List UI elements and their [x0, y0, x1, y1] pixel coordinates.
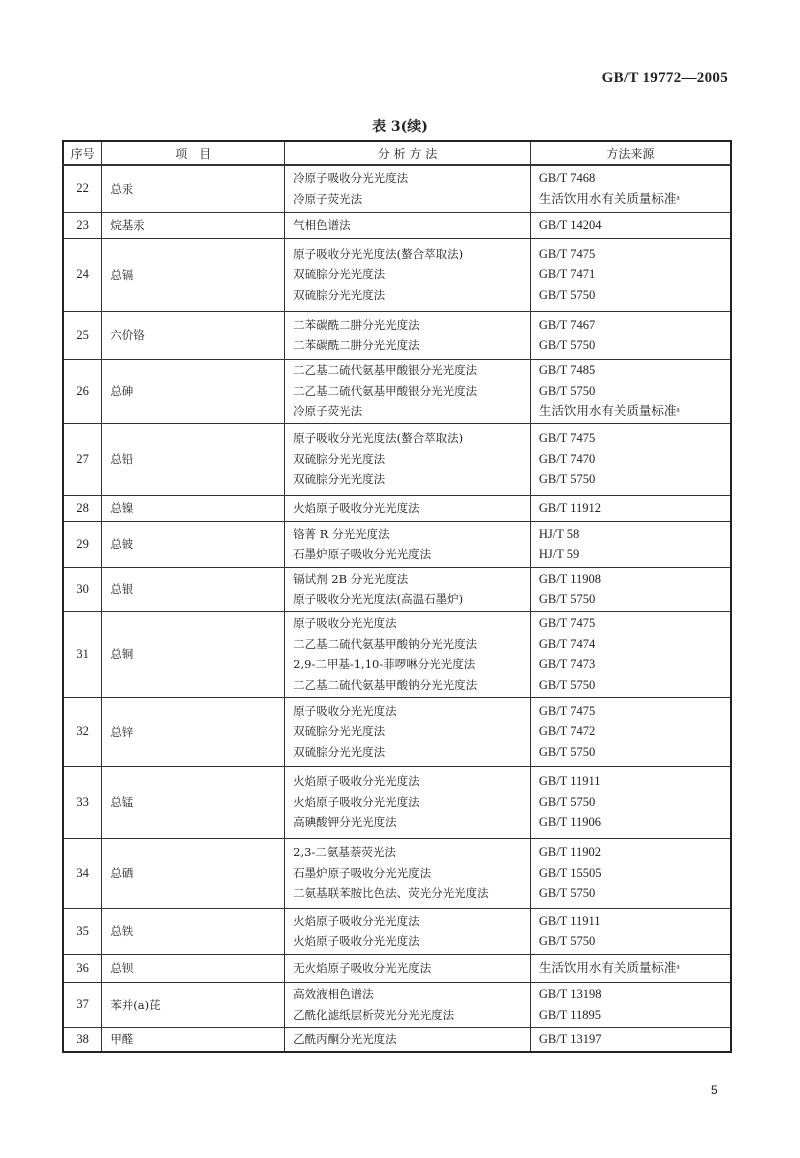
method-line: 二苯碳酰二肼分光光度法 [293, 338, 420, 352]
method-line: 高碘酸钾分光光度法 [293, 815, 397, 830]
method-line: 高效液相色谱法 [293, 987, 374, 1001]
method-line: 石墨炉原子吸收分光光度法 [293, 547, 432, 561]
source-line: 生活饮用水有关质量标准ᵃ [538, 960, 680, 975]
method-line: 气相色谱法 [293, 217, 351, 232]
analysis-methods [285, 908, 531, 954]
method-line: 二氨基联苯胺比色法、荧光分光光度法 [293, 886, 489, 901]
method-line: 火焰原子吸收分光光度法 [293, 500, 420, 515]
method-line: 乙酰化滤纸层析荧光分光光度法 [293, 1007, 455, 1022]
table-row [63, 238, 731, 311]
table-row [63, 908, 731, 954]
item-name: 总银 [102, 567, 285, 611]
source-line: GB/T 5750 [538, 472, 596, 487]
method-sources [530, 212, 731, 238]
source-line: GB/T 11902 [538, 845, 602, 860]
analysis-methods [285, 521, 531, 567]
table-row [63, 212, 731, 238]
source-line: GB/T 7474 [538, 636, 596, 651]
column-header-item: 项 目 [102, 141, 285, 165]
item-name: 总钡 [102, 954, 285, 982]
method-line: 火焰原子吸收分光光度法 [293, 934, 420, 948]
method-line: 2,9-二甲基-1,10-菲啰啉分光光度法 [293, 657, 476, 671]
table-row [63, 521, 731, 567]
source-line: GB/T 11895 [538, 1007, 602, 1022]
method-line: 原子吸收分光光度法(高温石墨炉) [293, 592, 464, 606]
item-name: 六价铬 [102, 311, 285, 359]
source-line: GB/T 11911 [538, 774, 601, 789]
item-name: 总铍 [102, 521, 285, 567]
source-line: 生活饮用水有关质量标准ᵃ [538, 191, 680, 206]
row-number: 36 [63, 954, 102, 982]
row-number: 22 [63, 165, 102, 212]
item-name: 总镍 [102, 495, 285, 521]
row-number: 26 [63, 359, 102, 423]
row-number: 24 [63, 238, 102, 311]
table-row [63, 697, 731, 766]
analysis-methods [285, 359, 531, 423]
method-sources [530, 359, 731, 423]
row-number: 32 [63, 697, 102, 766]
method-line: 二乙基二硫代氨基甲酸银分光光度法 [293, 363, 478, 378]
analysis-methods [285, 238, 531, 311]
source-line: GB/T 7475 [538, 703, 596, 718]
item-name: 甲醛 [102, 1027, 285, 1052]
item-name: 总砷 [102, 359, 285, 423]
method-line: 双硫腙分光光度法 [293, 472, 386, 487]
method-sources [530, 238, 731, 311]
column-header-no: 序号 [63, 141, 102, 165]
source-line: GB/T 7468 [538, 171, 596, 186]
source-line: 生活饮用水有关质量标准ᵃ [538, 404, 680, 419]
row-number: 28 [63, 495, 102, 521]
method-sources [530, 311, 731, 359]
method-sources [530, 766, 731, 838]
analysis-methods [285, 212, 531, 238]
method-line: 冷原子荧光法 [293, 191, 363, 206]
table-row [63, 423, 731, 495]
source-line: GB/T 5750 [538, 338, 596, 352]
method-sources [530, 495, 731, 521]
method-line: 二苯碳酰二肼分光光度法 [293, 317, 420, 332]
table-row [63, 766, 731, 838]
source-line: HJ/T 58 [538, 526, 580, 541]
method-line: 双硫腙分光光度法 [293, 724, 386, 739]
method-sources [530, 982, 731, 1027]
source-line: GB/T 15505 [538, 865, 602, 880]
analysis-methods [285, 838, 531, 908]
item-name: 总铜 [102, 611, 285, 697]
item-name: 总镉 [102, 238, 285, 311]
method-line: 2,3-二氨基萘荧光法 [293, 845, 396, 860]
method-line: 冷原子吸收分光光度法 [293, 171, 409, 186]
item-name: 苯并(a)芘 [102, 982, 285, 1027]
method-line: 双硫腙分光光度法 [293, 451, 386, 466]
source-line: GB/T 7475 [538, 246, 596, 261]
analysis-methods [285, 567, 531, 611]
analysis-methods [285, 1027, 531, 1052]
method-line: 原子吸收分光光度法(螯合萃取法) [293, 246, 464, 261]
analysis-methods [285, 311, 531, 359]
source-line: GB/T 13198 [538, 987, 602, 1001]
source-line: GB/T 5750 [538, 677, 596, 692]
method-line: 乙酰丙酮分光光度法 [293, 1032, 397, 1046]
source-line: GB/T 14204 [538, 217, 602, 232]
row-number: 23 [63, 212, 102, 238]
table-row [63, 838, 731, 908]
analysis-methods [285, 954, 531, 982]
method-line: 原子吸收分光光度法 [293, 616, 397, 630]
table-row [63, 359, 731, 423]
method-line: 火焰原子吸收分光光度法 [293, 913, 420, 928]
method-line: 二乙基二硫代氨基甲酸钠分光光度法 [293, 677, 478, 692]
method-sources [530, 165, 731, 212]
item-name: 总铁 [102, 908, 285, 954]
row-number: 35 [63, 908, 102, 954]
table-row [63, 311, 731, 359]
column-header-source: 方法来源 [530, 141, 731, 165]
row-number: 37 [63, 982, 102, 1027]
source-line: GB/T 5750 [538, 383, 596, 398]
method-line: 双硫腙分光光度法 [293, 267, 386, 282]
analysis-methods [285, 697, 531, 766]
method-line: 镉试剂 2B 分光光度法 [293, 571, 409, 586]
page-number: 5 [711, 1083, 718, 1097]
item-name: 总铅 [102, 423, 285, 495]
method-sources [530, 838, 731, 908]
method-line: 石墨炉原子吸收分光光度法 [293, 865, 432, 880]
item-name: 总汞 [102, 165, 285, 212]
row-number: 30 [63, 567, 102, 611]
source-line: GB/T 5750 [538, 287, 596, 302]
source-line: GB/T 7475 [538, 431, 596, 446]
method-line: 冷原子荧光法 [293, 404, 363, 419]
table-row [63, 611, 731, 697]
source-line: GB/T 7471 [538, 267, 596, 282]
method-sources [530, 697, 731, 766]
source-line: GB/T 11906 [538, 815, 602, 830]
table-row [63, 567, 731, 611]
method-line: 火焰原子吸收分光光度法 [293, 774, 420, 789]
row-number: 27 [63, 423, 102, 495]
method-sources [530, 611, 731, 697]
table-row [63, 495, 731, 521]
method-sources [530, 423, 731, 495]
source-line: GB/T 7475 [538, 616, 596, 630]
method-line: 双硫腙分光光度法 [293, 287, 386, 302]
source-line: GB/T 13197 [538, 1032, 602, 1046]
method-line: 原子吸收分光光度法(螯合萃取法) [293, 431, 464, 446]
table-row [63, 982, 731, 1027]
method-sources [530, 521, 731, 567]
method-line: 原子吸收分光光度法 [293, 703, 397, 718]
analysis-methods [285, 423, 531, 495]
item-name: 总硒 [102, 838, 285, 908]
source-line: HJ/T 59 [538, 547, 580, 561]
method-line: 二乙基二硫代氨基甲酸银分光光度法 [293, 383, 478, 398]
source-line: GB/T 7467 [538, 317, 596, 332]
item-name: 总锰 [102, 766, 285, 838]
row-number: 31 [63, 611, 102, 697]
row-number: 25 [63, 311, 102, 359]
source-line: GB/T 7470 [538, 451, 596, 466]
source-line: GB/T 7473 [538, 657, 596, 671]
source-line: GB/T 11912 [538, 500, 602, 515]
column-header-method: 分 析 方 法 [285, 141, 531, 165]
method-line: 双硫腙分光光度法 [293, 744, 386, 759]
method-line: 铬菁 R 分光光度法 [293, 526, 390, 541]
source-line: GB/T 5750 [538, 592, 596, 606]
method-sources [530, 908, 731, 954]
table-row [63, 165, 731, 212]
method-sources [530, 954, 731, 982]
source-line: GB/T 11908 [538, 571, 602, 586]
source-line: GB/T 5750 [538, 886, 596, 901]
source-line: GB/T 7485 [538, 363, 596, 378]
analysis-methods [285, 165, 531, 212]
source-line: GB/T 5750 [538, 744, 596, 759]
analysis-methods [285, 495, 531, 521]
source-line: GB/T 5750 [538, 934, 596, 948]
row-number: 34 [63, 838, 102, 908]
standard-number: GB/T 19772—2005 [601, 70, 728, 86]
method-line: 二乙基二硫代氨基甲酸钠分光光度法 [293, 636, 478, 651]
row-number: 33 [63, 766, 102, 838]
source-line: GB/T 5750 [538, 794, 596, 809]
analysis-methods [285, 766, 531, 838]
item-name: 烷基汞 [102, 212, 285, 238]
analysis-methods [285, 982, 531, 1027]
table-row [63, 1027, 731, 1052]
item-name: 总锌 [102, 697, 285, 766]
methods-table [62, 140, 732, 1053]
row-number: 38 [63, 1027, 102, 1052]
analysis-methods [285, 611, 531, 697]
source-line: GB/T 11911 [538, 913, 601, 928]
method-sources [530, 1027, 731, 1052]
method-sources [530, 567, 731, 611]
method-line: 火焰原子吸收分光光度法 [293, 794, 420, 809]
table-row [63, 954, 731, 982]
row-number: 29 [63, 521, 102, 567]
source-line: GB/T 7472 [538, 724, 596, 739]
table-header-row [63, 141, 731, 165]
table-caption: 表 3(续) [372, 119, 428, 135]
method-line: 无火焰原子吸收分光光度法 [293, 960, 432, 975]
